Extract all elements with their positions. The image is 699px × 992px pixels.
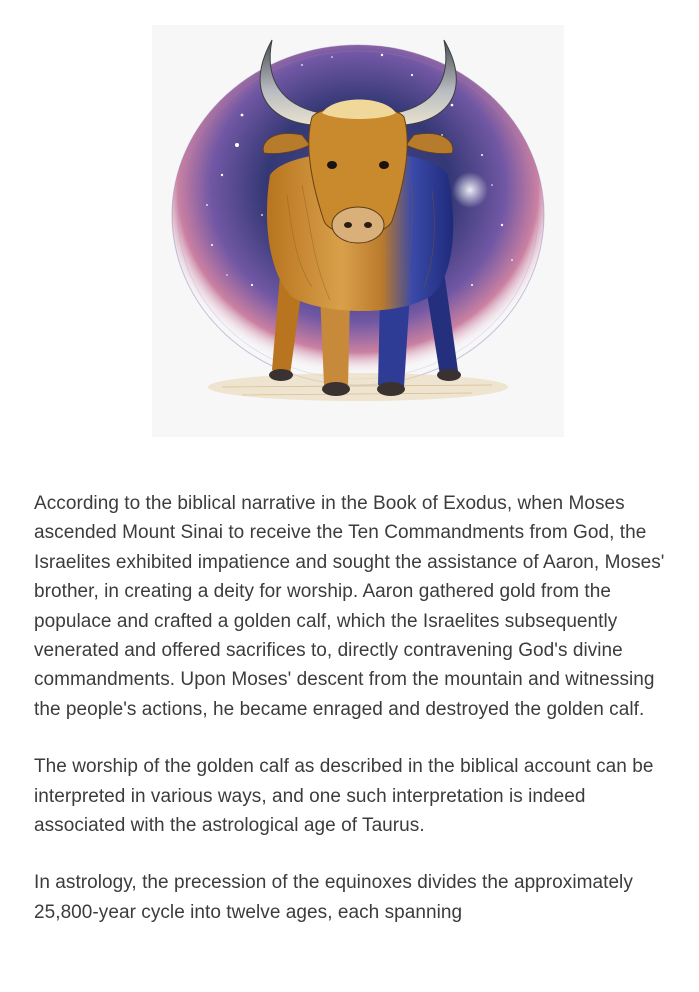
hero-image (152, 25, 564, 437)
paragraph-precession: In astrology, the precession of the equinoxes divides the approximately 25,800-year cycle into twelve ages, each spanning (34, 872, 633, 923)
paragraph-golden-calf-narrative: According to the biblical narrative in the Book of Exodus, when Moses ascended Mount Sinai to receive the Ten Commandments from God, the Israelites exhibited impatience and sought the assistance of Aaron, Moses' brother, in creating a deity for worship. Aaron gathered gold from the populace and crafted a golden calf, which the Israelites subsequently venerated and offered sacrifices to, directly contravening God's divine commandments. Upon Moses' descent from the mountain and witnessing the people's actions, he became enraged and destroyed the golden calf. (34, 493, 665, 720)
bull-illustration (152, 25, 564, 437)
paragraph-taurus-interpretation: The worship of the golden calf as described in the biblical account can be interpreted in various ways, and one such interpretation is indeed associated with the astrological age of Taurus. (34, 756, 654, 837)
article-body (34, 489, 674, 955)
